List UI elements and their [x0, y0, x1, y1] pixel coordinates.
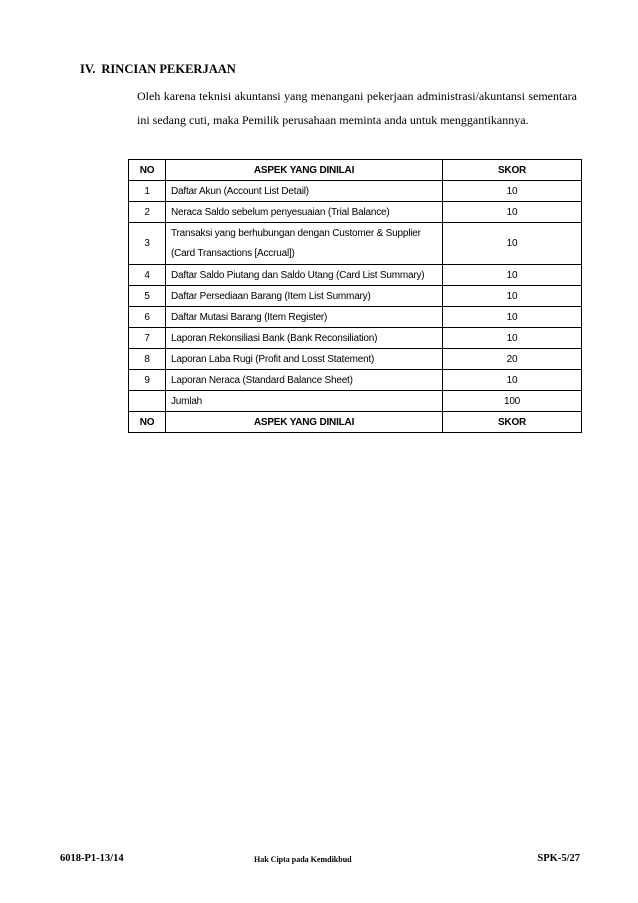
table-row — [129, 349, 582, 370]
assessment-table — [128, 159, 582, 433]
footer-page-code: SPK-5/27 — [537, 853, 580, 864]
row-skor: 10 — [443, 223, 582, 265]
header-aspek: ASPEK YANG DINILAI — [166, 160, 443, 181]
row-aspek: Laporan Laba Rugi (Profit and Losst Statement) — [166, 349, 443, 370]
row-skor: 10 — [443, 202, 582, 223]
footer-doc-code: 6018-P1-13/14 — [60, 853, 124, 864]
section-number: IV. — [80, 62, 96, 76]
total-row — [129, 391, 582, 412]
intro-paragraph: Oleh karena teknisi akuntansi yang menangani pekerjaan administrasi/akuntansi sementara ini sedang cuti, maka Pemilik perusahaan meminta anda untuk menggantikannya. — [137, 89, 577, 127]
row-aspek-line1: Transaksi yang berhubungan dengan Customer & Supplier — [171, 227, 421, 239]
row-no: 8 — [129, 349, 166, 370]
header-no: NO — [129, 160, 166, 181]
total-no-cell — [129, 391, 166, 412]
row-skor: 20 — [443, 349, 582, 370]
row-skor: 10 — [443, 286, 582, 307]
table-row — [129, 328, 582, 349]
table-footer-row — [129, 412, 582, 433]
total-skor: 100 — [443, 391, 582, 412]
table-row — [129, 202, 582, 223]
table-row — [129, 286, 582, 307]
row-no: 9 — [129, 370, 166, 391]
row-no: 1 — [129, 181, 166, 202]
section-title: RINCIAN PEKERJAAN — [101, 62, 236, 76]
footer-header-no: NO — [129, 412, 166, 433]
row-skor: 10 — [443, 370, 582, 391]
footer-copyright: Hak Cipta pada Kemdikbud — [254, 855, 352, 864]
table-row — [129, 181, 582, 202]
row-aspek: Neraca Saldo sebelum penyesuaian (Trial Balance) — [166, 202, 443, 223]
row-aspek: Daftar Akun (Account List Detail) — [166, 181, 443, 202]
table-row — [129, 223, 582, 265]
row-aspek-line2: (Card Transactions [Accrual]) — [171, 247, 295, 259]
row-no: 4 — [129, 265, 166, 286]
table-row — [129, 307, 582, 328]
row-skor: 10 — [443, 265, 582, 286]
row-aspek: Laporan Rekonsiliasi Bank (Bank Reconsiliation) — [166, 328, 443, 349]
row-aspek: Laporan Neraca (Standard Balance Sheet) — [166, 370, 443, 391]
row-aspek: Daftar Persediaan Barang (Item List Summary) — [166, 286, 443, 307]
row-no: 7 — [129, 328, 166, 349]
total-label: Jumlah — [166, 391, 443, 412]
footer-header-aspek: ASPEK YANG DINILAI — [166, 412, 443, 433]
footer-header-skor: SKOR — [443, 412, 582, 433]
row-no: 6 — [129, 307, 166, 328]
table-header-row — [129, 160, 582, 181]
row-no: 3 — [129, 223, 166, 265]
row-aspek: Daftar Saldo Piutang dan Saldo Utang (Card List Summary) — [166, 265, 443, 286]
row-no: 2 — [129, 202, 166, 223]
row-aspek: Daftar Mutasi Barang (Item Register) — [166, 307, 443, 328]
row-no: 5 — [129, 286, 166, 307]
header-skor: SKOR — [443, 160, 582, 181]
section-heading — [80, 62, 236, 77]
row-skor: 10 — [443, 307, 582, 328]
row-aspek — [166, 223, 443, 265]
row-skor: 10 — [443, 328, 582, 349]
table-row — [129, 265, 582, 286]
table-row — [129, 370, 582, 391]
row-skor: 10 — [443, 181, 582, 202]
